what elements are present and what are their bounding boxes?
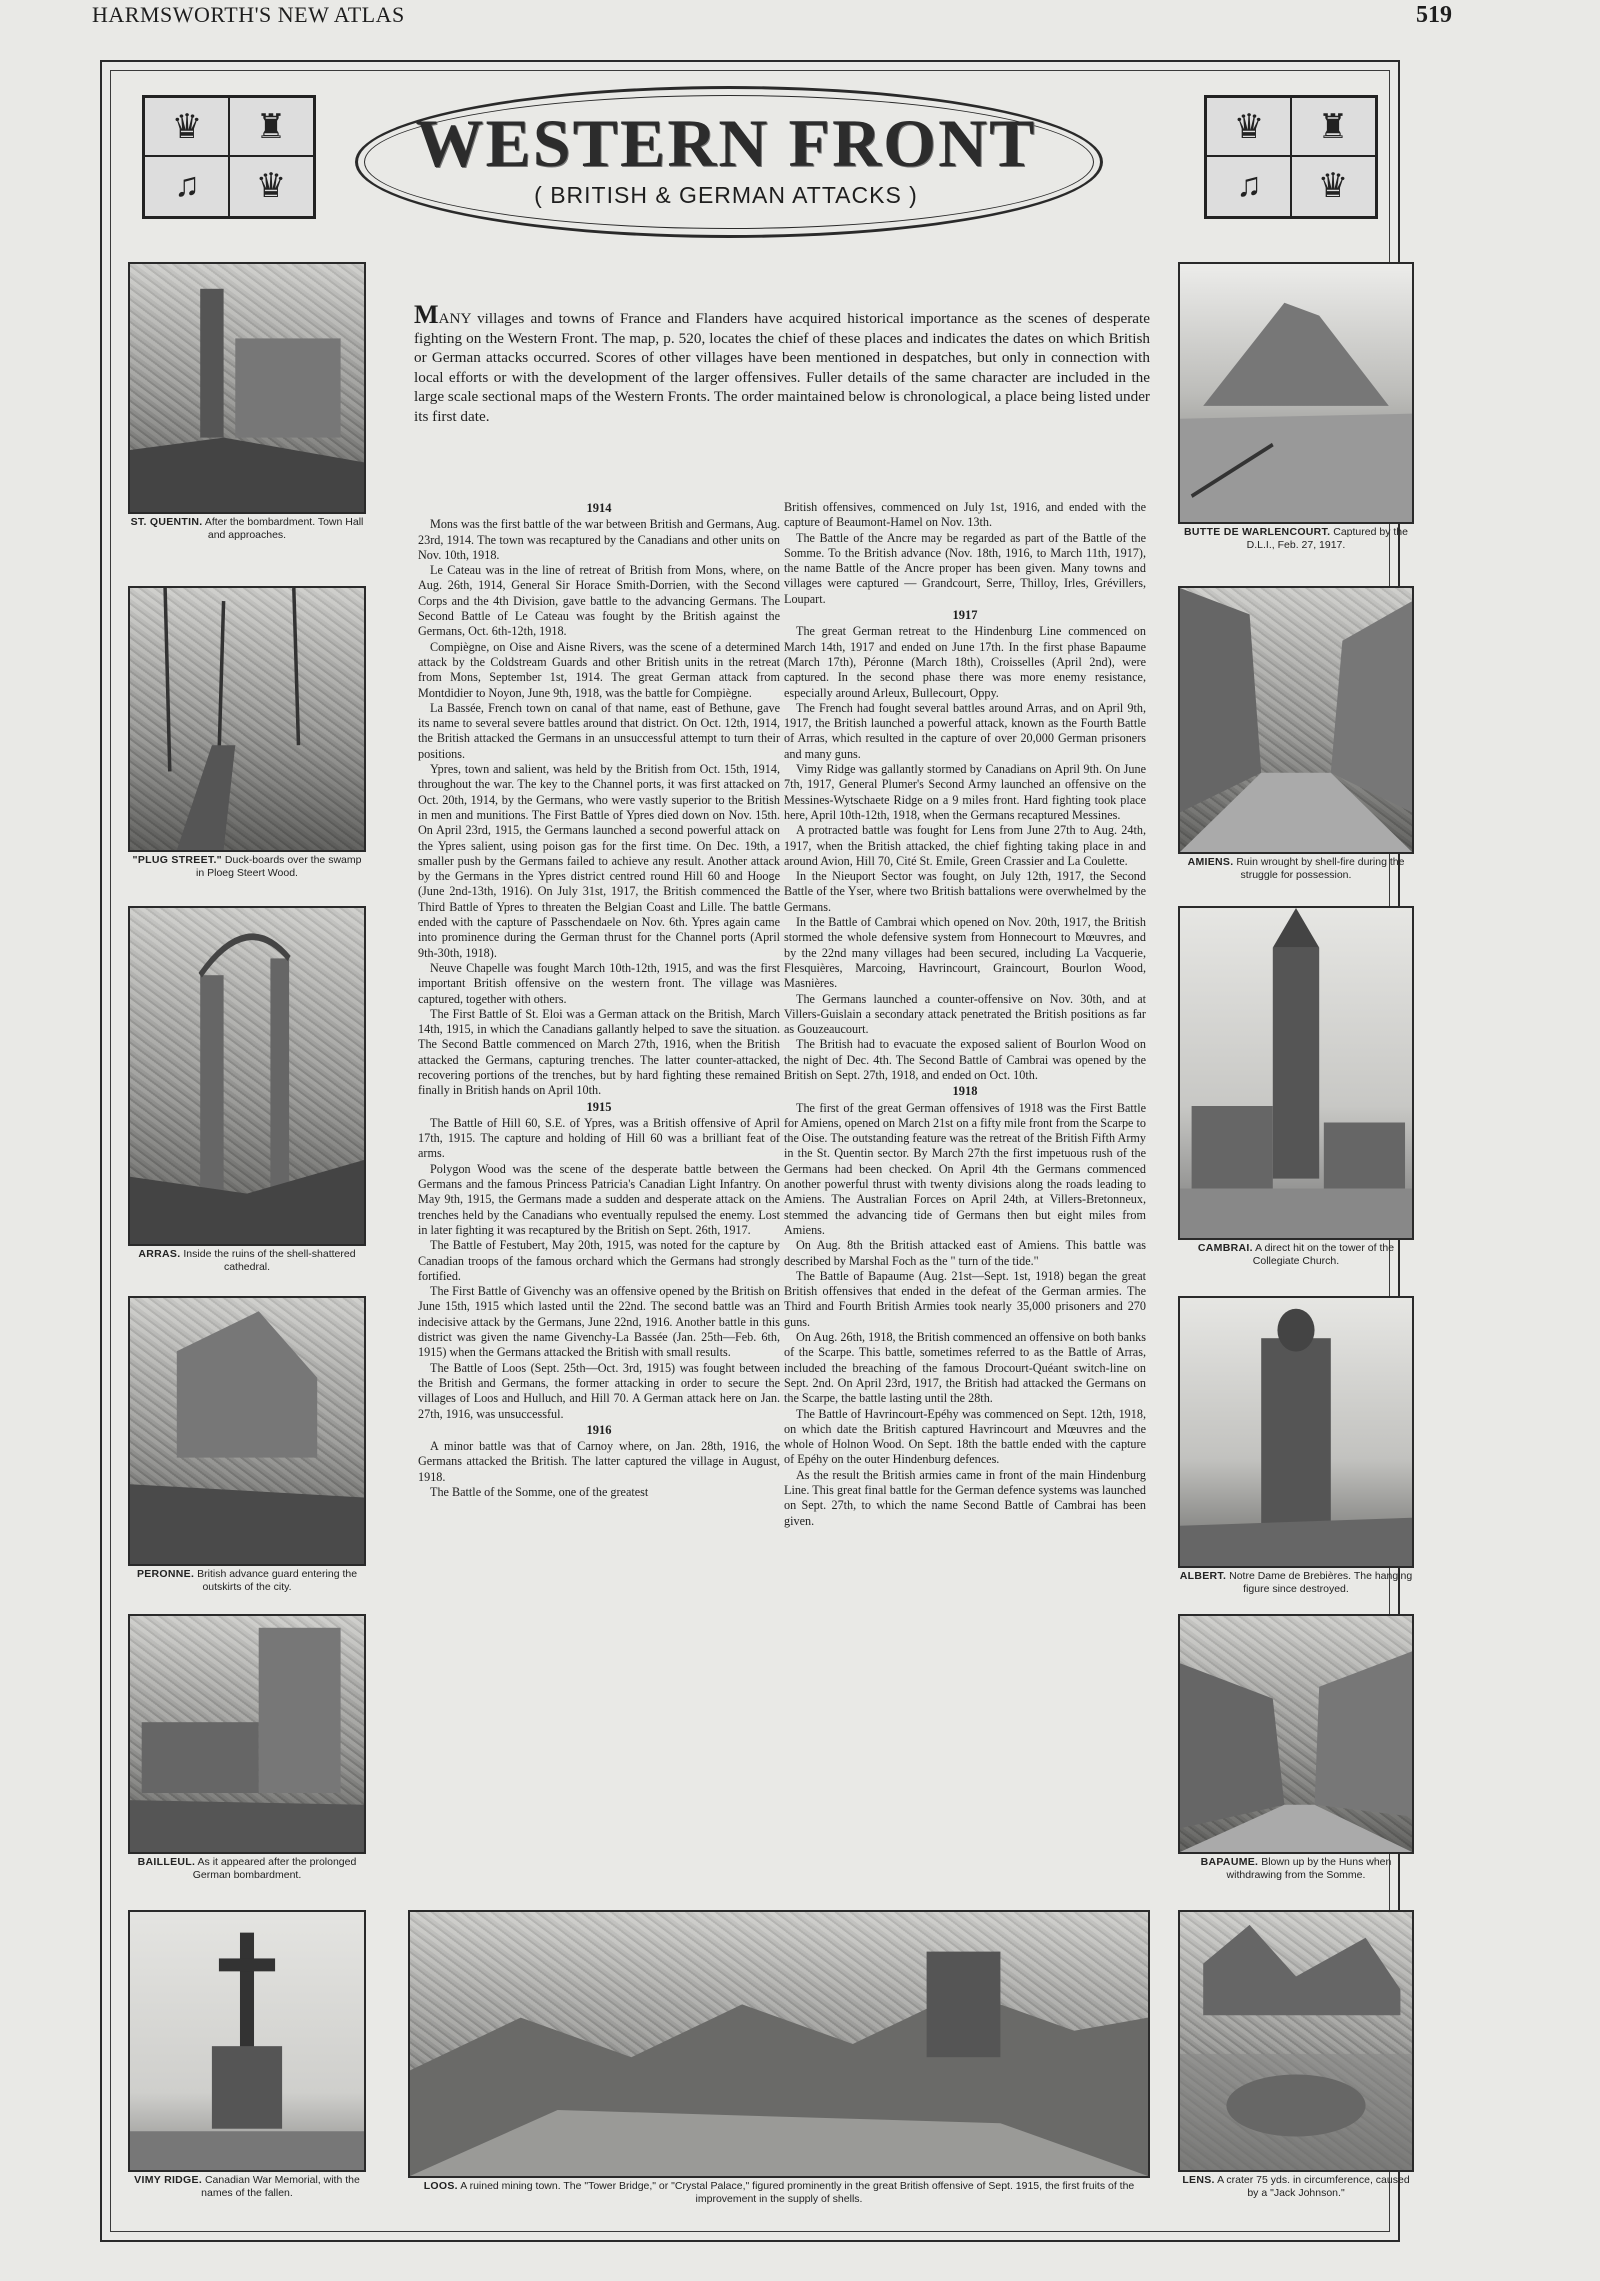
page-number: 519	[1416, 2, 1452, 28]
lions-icon: ♛	[144, 97, 230, 157]
battle-paragraph: In the Nieuport Sector was fought, on July 12th, 1917, the Second Battle of the Yser, where two British battalions were overwhelmed by the Germans.	[784, 869, 1146, 914]
drop-cap: M	[414, 300, 439, 329]
lion-rampant-icon: ♜	[228, 97, 314, 157]
battle-paragraph: The Battle of Bapaume (Aug. 21st—Sept. 1st, 1918) began the great British offensives that ended in the defeat of the German armies. The Third and Fourth British Armies took nearly 35,000 prisoners and 270 guns.	[784, 1268, 1146, 1329]
battle-paragraph: A protracted battle was fought for Lens from June 27th to Aug. 24th, 1917, when the British attacked, the chief fighting taking place in and around Avion, Hill 70, Cité St. Emile, Green Crassier and La Coulette.	[784, 823, 1146, 868]
year-heading: 1918	[952, 1084, 978, 1099]
battle-paragraph: La Bassée, French town on canal of that name, east of Bethune, gave its name to several severe battles around that district. On Oct. 12th, 1914, the British attacked the Germans in an unsuccessful attempt to turn their positions.	[418, 700, 780, 761]
photo-place: ARRAS.	[138, 1248, 181, 1260]
photo-place: ST. QUENTIN.	[130, 516, 203, 528]
photo-caption: Duck-boards over the swamp in Ploeg Steert Wood.	[196, 854, 362, 879]
photo-vimy-ridge	[128, 1910, 366, 2210]
photo-butte-de-warlencourt	[1178, 262, 1414, 566]
photo-place: CAMBRAI.	[1197, 1242, 1253, 1254]
photo-place: LOOS.	[423, 2180, 458, 2192]
photo-place: ALBERT.	[1179, 1570, 1227, 1582]
photo-image	[128, 1614, 366, 1854]
battle-paragraph: In the Battle of Cambrai which opened on Nov. 20th, 1917, the British stormed the whole defensive system from Honnecourt to Mœuvres, and by the 22nd many villages had been secured, including La Vacquerie, Flesquières, Marcoing, Havrincourt, Graincourt, Bourlon Wood, Masnières.	[784, 915, 1146, 991]
photo-image	[408, 1910, 1150, 2178]
battle-paragraph: British offensives, commenced on July 1st, 1916, and ended with the capture of Beaumont-Hamel on Nov. 13th.	[784, 500, 1146, 530]
battle-paragraph: The Battle of Loos (Sept. 25th—Oct. 3rd, 1915) was fought between the British and Germans, the former attacking in order to secure the villages of Loos and Hulluch, and Hill 70. A German attack here on Jan. 27th, 1916, was unsuccessful.	[418, 1360, 780, 1421]
photo-image	[128, 1910, 366, 2172]
photo-image	[1178, 1910, 1414, 2172]
photo-place: PERONNE.	[136, 1568, 195, 1580]
photo-image	[128, 906, 366, 1246]
photo-image	[128, 262, 366, 514]
photo-caption: British advance guard entering the outskirts of the city.	[197, 1568, 358, 1593]
battle-paragraph: The First Battle of St. Eloi was a German attack on the British, March 14th, 1915, in which the Canadians gallantly helped to save the situation. The Second Battle commenced on March 27th, 1916, when the British attacked the Germans, capturing trenches. The latter counter-attacked, recovering portions of the trenches, but by hard fighting these remained finally in British hands on April 10th.	[418, 1006, 780, 1098]
running-title: HARMSWORTH'S NEW ATLAS	[92, 2, 405, 27]
photo-image	[1178, 586, 1414, 854]
battle-paragraph: The first of the great German offensives of 1918 was the First Battle for Amiens, opened on March 21st on a fifty mile front from the Scarpe to the Oise. The outstanding feature was the retreat of the British Fifth Army in the St. Quentin sector. By March 27th the first impetuous rush of the Germans had been checked. On April 4th the Germans commenced another powerful thrust with twenty divisions along the roads leading to Amiens. The Australian Forces on April 24th, at Villers-Bretonneux, stemmed the advancing tide of Germans then but eight miles from Amiens.	[784, 1100, 1146, 1237]
lion-rampant-icon: ♜	[1290, 97, 1376, 157]
page-subtitle: ( BRITISH & GERMAN ATTACKS )	[534, 182, 918, 208]
battle-paragraph: The Battle of the Somme, one of the greatest	[430, 1485, 649, 1499]
text-column-right	[784, 500, 1146, 1529]
battle-paragraph: Vimy Ridge was gallantly stormed by Canadians on April 9th. On June 7th, 1917, General Plumer's Second Army launched an offensive on the Messines-Wytschaete Ridge on a 9 miles front. Hard fighting took place here, April 10th-12th, 1918, when the Germans recaptured Messines.	[784, 762, 1146, 822]
battle-paragraph: The First Battle of Givenchy was an offensive opened by the British on June 15th, 1915 which lasted until the 22nd. The second battle was an indecisive attack by the Germans, June 22nd, 1916. Another battle in this district was given the name Givenchy-La Bassée (Jan. 25th—Feb. 6th, 1915) when the Germans attacked the British with small results.	[418, 1284, 780, 1360]
photo-loos	[408, 1910, 1150, 2210]
battle-paragraph: The Battle of Hill 60, S.E. of Ypres, was a British offensive of April 17th, 1915. The capture and holding of Hill 60 was a brilliant feat of arms.	[418, 1115, 780, 1161]
photo-amiens	[1178, 586, 1414, 902]
photo-image	[128, 1296, 366, 1566]
photo-arras	[128, 906, 366, 1272]
photo-plug-street	[128, 586, 366, 902]
battle-paragraph: The Battle of the Ancre may be regarded as part of the Battle of the Somme. To the British advance (Nov. 18th, 1916, to March 11th, 1917), the name Battle of the Ancre proper has been given. Many towns and villages were captured — Grandcourt, Serre, Thilloy, Irles, Grévillers, Loupart.	[784, 530, 1146, 606]
photo-image	[1178, 1614, 1414, 1854]
photo-cambrai	[1178, 906, 1414, 1272]
photo-image	[1178, 906, 1414, 1240]
royal-arms-crest-right	[1204, 95, 1378, 219]
battle-paragraph: On Aug. 26th, 1918, the British commenced an offensive on both banks of the Scarpe. This battle, sometimes referred to as the Battle of Arras, included the breaching of the famous Drocourt-Quéant switch-line on Sept. 2nd. On April 23rd, 1917, the British had attacked the Germans on the Scarpe, the battle lasting until the 28th.	[784, 1330, 1146, 1406]
battle-paragraph: Mons was the first battle of the war between British and Germans, Aug. 23rd, 1914. The town was recaptured by the Canadians and other units on Nov. 10th, 1918.	[418, 517, 780, 562]
battle-paragraph: Ypres, town and salient, was held by the British from Oct. 15th, 1914, throughout the war. The key to the Channel ports, it was first attacked on Oct. 20th, 1914, by the Germans, who were vastly superior to the British in men and munitions. The First Battle of Ypres died down on Nov. 15th. On April 23rd, 1915, the Germans launched a second powerful attack on the Ypres salient, using poison gas for the first time. On Dec. 19th, a smaller push by the Germans failed to achieve any result. Another attack by the Germans in the Ypres district centred round Hill 60 and Hooge (June 2nd-13th, 1916). On July 31st, 1917, the British commenced the Third Battle of Ypres to threaten the Belgian Coast and Lille. The battle ended with the capture of Passchendaele on Nov. 6th. Ypres again came into prominence during the German thrust for the Channel ports (April 9th-30th, 1918).	[418, 762, 780, 960]
text-column-left	[418, 500, 780, 1500]
intro-paragraph	[414, 300, 1150, 427]
intro-text: ANY villages and towns of France and Flanders have acquired historical importance as the scenes of desperate fighting on the Western Front. The map, p. 520, locates the chief of these places and indicates the dates on which British or German attacks occurred. Scores of other villages have been mentioned in despatches, but only in connection with local efforts or with the development of the larger offensives. Fuller details of the same character are included in the large scale sectional maps of the Western Fronts. The order maintained below is chronological, a place being listed under its first date.	[414, 310, 1150, 425]
photo-bailleul	[128, 1614, 366, 1886]
battle-paragraph: The French had fought several battles around Arras, and on April 9th, 1917, the British launched a powerful attack, known as the Fourth Battle of Arras, which resulted in the capture of over 20,000 German prisoners and many guns.	[784, 700, 1146, 761]
royal-arms-crest-left	[142, 95, 316, 219]
battle-paragraph: The British had to evacuate the exposed salient of Bourlon Wood on the night of Dec. 4th. The Second Battle of Cambrai was opened by the British on Sept. 27th, 1918, and ended on Oct. 10th.	[784, 1037, 1146, 1082]
photo-caption: Ruin wrought by shell-fire during the struggle for possession.	[1236, 856, 1405, 881]
lions-icon: ♛	[228, 155, 314, 217]
battle-paragraph: The Battle of Festubert, May 20th, 1915, was noted for the capture by Canadian troops of the famous orchard which the Germans had strongly fortified.	[418, 1238, 780, 1283]
battle-paragraph: The great German retreat to the Hindenburg Line commenced on March 14th, 1917 and ended on June 17th. In the first phase Bapaume (March 17th), Péronne (March 18th), Croisselles (April 2nd), were captured. In the second phase there was more enemy resistance, especially around Arleux, Bullecourt, Oppy.	[784, 624, 1146, 700]
photo-caption: Canadian War Memorial, with the names of the fallen.	[201, 2174, 360, 2199]
photo-caption: Blown up by the Huns when withdrawing from the Somme.	[1226, 1856, 1392, 1881]
photo-place: LENS.	[1182, 2174, 1215, 2186]
photo-caption: Notre Dame de Brebières. The hanging figure since destroyed.	[1229, 1570, 1413, 1595]
lions-icon: ♛	[1290, 155, 1376, 217]
photo-image	[1178, 1296, 1414, 1568]
photo-caption: As it appeared after the prolonged German bombardment.	[192, 1856, 357, 1881]
battle-paragraph: Neuve Chapelle was fought March 10th-12th, 1915, and was the first important British offensive on the western front. The village was captured, together with others.	[418, 960, 780, 1006]
photo-caption: Inside the ruins of the shell-shattered cathedral.	[183, 1248, 356, 1273]
photo-place: BUTTE DE WARLENCOURT.	[1184, 526, 1331, 538]
photo-caption: Captured by the D.L.I., Feb. 27, 1917.	[1246, 526, 1408, 551]
photo-caption: A crater 75 yds. in circumference, caused by a "Jack Johnson."	[1217, 2174, 1410, 2199]
year-heading: 1914	[586, 501, 612, 515]
photo-caption: A direct hit on the tower of the Collegiate Church.	[1252, 1242, 1395, 1267]
battle-paragraph: The Germans launched a counter-offensive on Nov. 30th, and at Villers-Guislain a secondary attack penetrated the British positions as far as Gouzeaucourt.	[784, 991, 1146, 1037]
page-title: WESTERN FRONT	[415, 105, 1037, 181]
photo-place: AMIENS.	[1187, 856, 1234, 868]
year-heading: 1915	[586, 1099, 612, 1114]
photo-image	[1178, 262, 1414, 524]
harp-icon: ♫	[144, 155, 230, 217]
lions-icon: ♛	[1206, 97, 1292, 157]
photo-lens	[1178, 1910, 1414, 2210]
photo-bapaume	[1178, 1614, 1414, 1886]
photo-albert	[1178, 1296, 1414, 1600]
battle-paragraph: As the result the British armies came in front of the main Hindenburg Line. This great final battle for the German defence systems was launched on Sept. 27th, to which the name Second Battle of Cambrai has been given.	[784, 1467, 1146, 1528]
photo-place: "PLUG STREET."	[132, 854, 222, 866]
year-heading: 1916	[586, 1422, 612, 1437]
year-heading: 1917	[952, 608, 978, 623]
photo-place: BAPAUME.	[1200, 1856, 1259, 1868]
battle-paragraph: A minor battle was that of Carnoy where, on Jan. 28th, 1916, the Germans attacked the British. The latter captured the village in August, 1918.	[418, 1439, 780, 1484]
photo-place: BAILLEUL.	[137, 1856, 196, 1868]
photo-peronne	[128, 1296, 366, 1600]
photo-image	[128, 586, 366, 852]
battle-paragraph: Polygon Wood was the scene of the desperate battle between the Germans and the famous Princess Patricia's Canadian Light Infantry. On May 9th, 1915, the Germans made a sudden and desperate attack on the trenches held by the Canadians who eventually repulsed the enemy. Lost in later fighting it was recaptured by the British on Sept. 26th, 1917.	[418, 1161, 780, 1237]
battle-paragraph: The Battle of Havrincourt-Epéhy was commenced on Sept. 12th, 1918, on which date the British captured Havrincourt and Mœuvres and the whole of Holnon Wood. On Sept. 18th the battle ended with the capture of Epéhy on the outer Hindenburg defences.	[784, 1406, 1146, 1467]
photo-caption: After the bombardment. Town Hall and approaches.	[204, 516, 364, 541]
photo-caption: A ruined mining town. The "Tower Bridge," or "Crystal Palace," figured prominently in the great British offensive of Sept. 1915, the first fruits of the improvement in the supply of shells.	[460, 2180, 1135, 2205]
battle-paragraph: On Aug. 8th the British attacked east of Amiens. This battle was described by Marshal Foch as the " turn of the tide."	[784, 1238, 1146, 1268]
photo-st-quentin	[128, 262, 366, 566]
battle-paragraph: Compiègne, on Oise and Aisne Rivers, was the scene of a determined attack by the Coldstream Guards and other British units in the retreat from Mons, September 1st, 1914. The great German attack from Montdidier to Noyon, June 9th, 1918, was the battle for Compiègne.	[418, 639, 780, 700]
harp-icon: ♫	[1206, 155, 1292, 217]
battle-paragraph: Le Cateau was in the line of retreat of British from Mons, where, on Aug. 26th, 1914, General Sir Horace Smith-Dorrien, with the Second Corps and the 4th Division, gave battle to the advancing Germans. The Second Battle of Le Cateau was fought by the British against the Germans, Oct. 6th-12th, 1918.	[418, 563, 780, 639]
photo-place: VIMY RIDGE.	[134, 2174, 203, 2186]
